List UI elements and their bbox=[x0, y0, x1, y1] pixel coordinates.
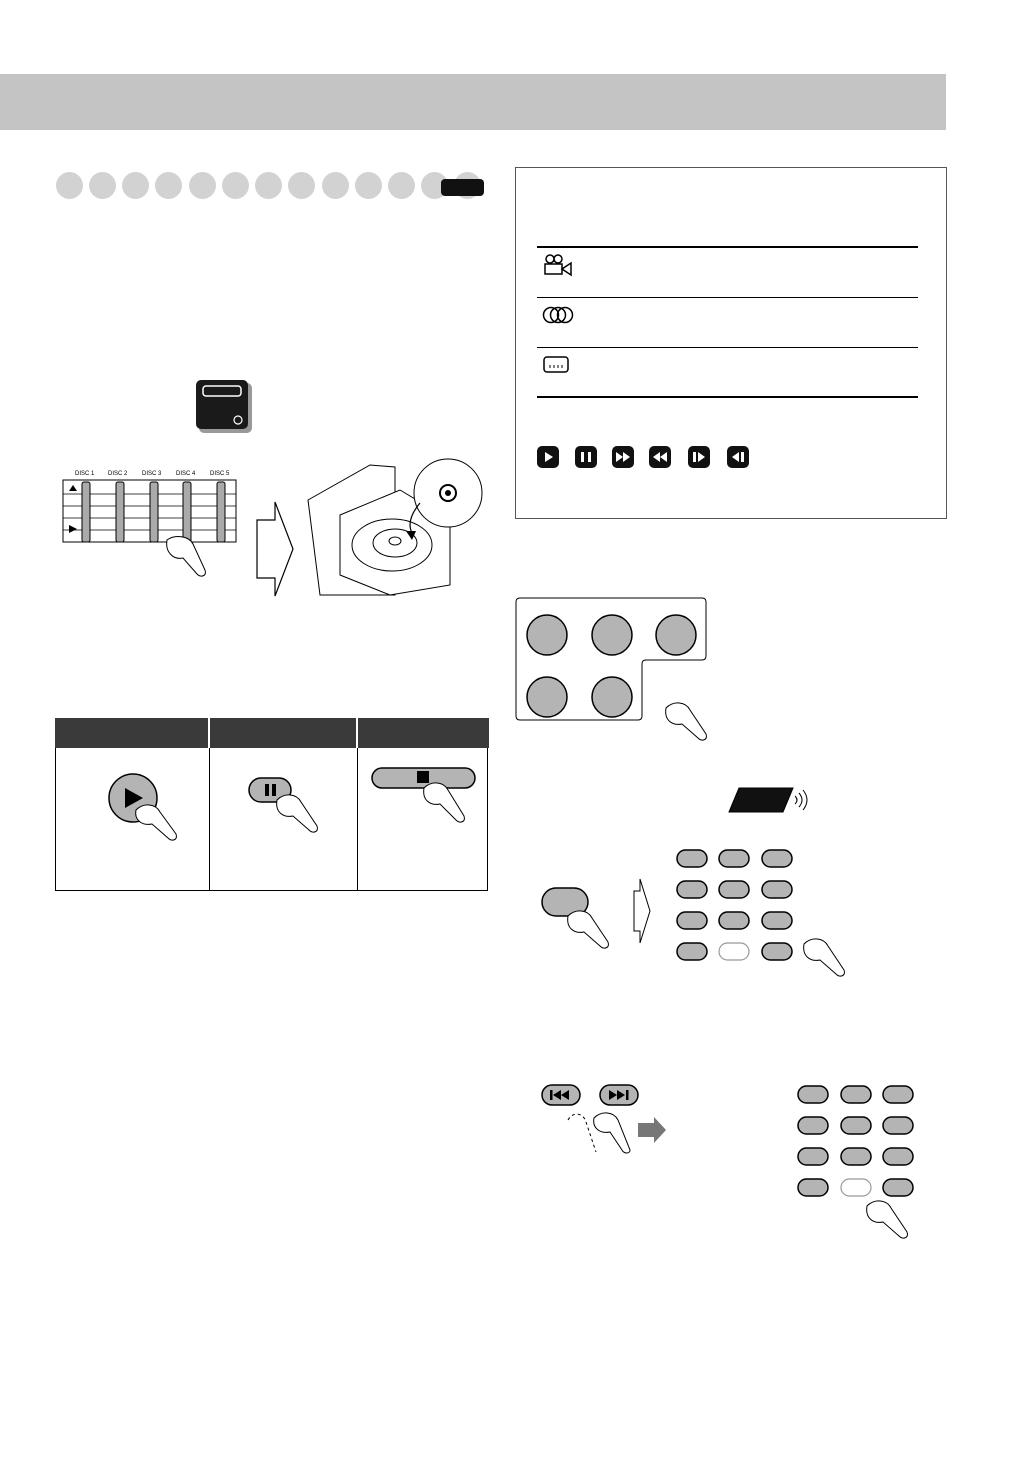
divider bbox=[537, 246, 918, 248]
divider bbox=[209, 748, 210, 891]
arrow-right-icon bbox=[630, 877, 654, 945]
skip-forward-icon bbox=[600, 1085, 638, 1105]
arrow-right-icon bbox=[255, 500, 297, 598]
numeric-keypad bbox=[674, 846, 854, 981]
dot bbox=[222, 172, 249, 199]
subtitle-icon bbox=[542, 355, 572, 375]
disc-button bbox=[592, 615, 632, 655]
disc-selector-panel bbox=[55, 478, 245, 588]
dot bbox=[89, 172, 116, 199]
disc-button bbox=[656, 615, 696, 655]
dot bbox=[155, 172, 182, 199]
disc-label: DISC 5 bbox=[210, 471, 230, 477]
table-header-cell bbox=[358, 718, 489, 748]
play-button[interactable] bbox=[100, 770, 190, 850]
player-disc-illustration bbox=[300, 445, 490, 600]
divider bbox=[537, 297, 918, 298]
skip-back-icon bbox=[542, 1085, 580, 1105]
table-header-cell bbox=[210, 718, 356, 748]
dot bbox=[255, 172, 282, 199]
disc-button bbox=[592, 677, 632, 717]
dot bbox=[322, 172, 349, 199]
divider bbox=[357, 748, 358, 891]
dot bbox=[288, 172, 315, 199]
disc-label: DISC 2 bbox=[108, 471, 128, 477]
disc-label: DISC 1 bbox=[75, 471, 95, 477]
divider bbox=[537, 396, 918, 398]
slow-reverse-icon bbox=[727, 446, 749, 468]
play-icon bbox=[537, 446, 559, 468]
skip-buttons-illustration bbox=[538, 1080, 673, 1160]
dot bbox=[56, 172, 83, 199]
disc-button bbox=[527, 677, 567, 717]
table-header-cell bbox=[55, 718, 208, 748]
stop-button[interactable] bbox=[368, 764, 483, 854]
fast-forward-icon bbox=[612, 446, 634, 468]
pause-icon bbox=[575, 446, 597, 468]
pause-button[interactable] bbox=[245, 770, 335, 850]
dot bbox=[122, 172, 149, 199]
stop-icon bbox=[417, 771, 429, 783]
fast-reverse-icon bbox=[649, 446, 671, 468]
disc-button-panel bbox=[514, 596, 714, 746]
disc-label: DISC 4 bbox=[176, 471, 196, 477]
multi-audio-icon bbox=[542, 305, 576, 325]
divider bbox=[537, 347, 918, 348]
dot bbox=[355, 172, 382, 199]
playback-icon-row bbox=[535, 444, 765, 470]
disc-button bbox=[527, 615, 567, 655]
numeric-keypad bbox=[795, 1080, 930, 1245]
slow-forward-icon bbox=[688, 446, 710, 468]
dot bbox=[388, 172, 415, 199]
dot bbox=[189, 172, 216, 199]
power-button-illustration bbox=[196, 380, 254, 434]
title-menu-button[interactable] bbox=[538, 880, 618, 955]
dvd-badge bbox=[441, 179, 484, 196]
header-band bbox=[0, 74, 946, 130]
remote-signal-icon bbox=[725, 784, 815, 818]
pause-icon bbox=[265, 784, 269, 796]
camera-angle-icon bbox=[542, 253, 574, 277]
disc-label: DISC 3 bbox=[142, 471, 162, 477]
